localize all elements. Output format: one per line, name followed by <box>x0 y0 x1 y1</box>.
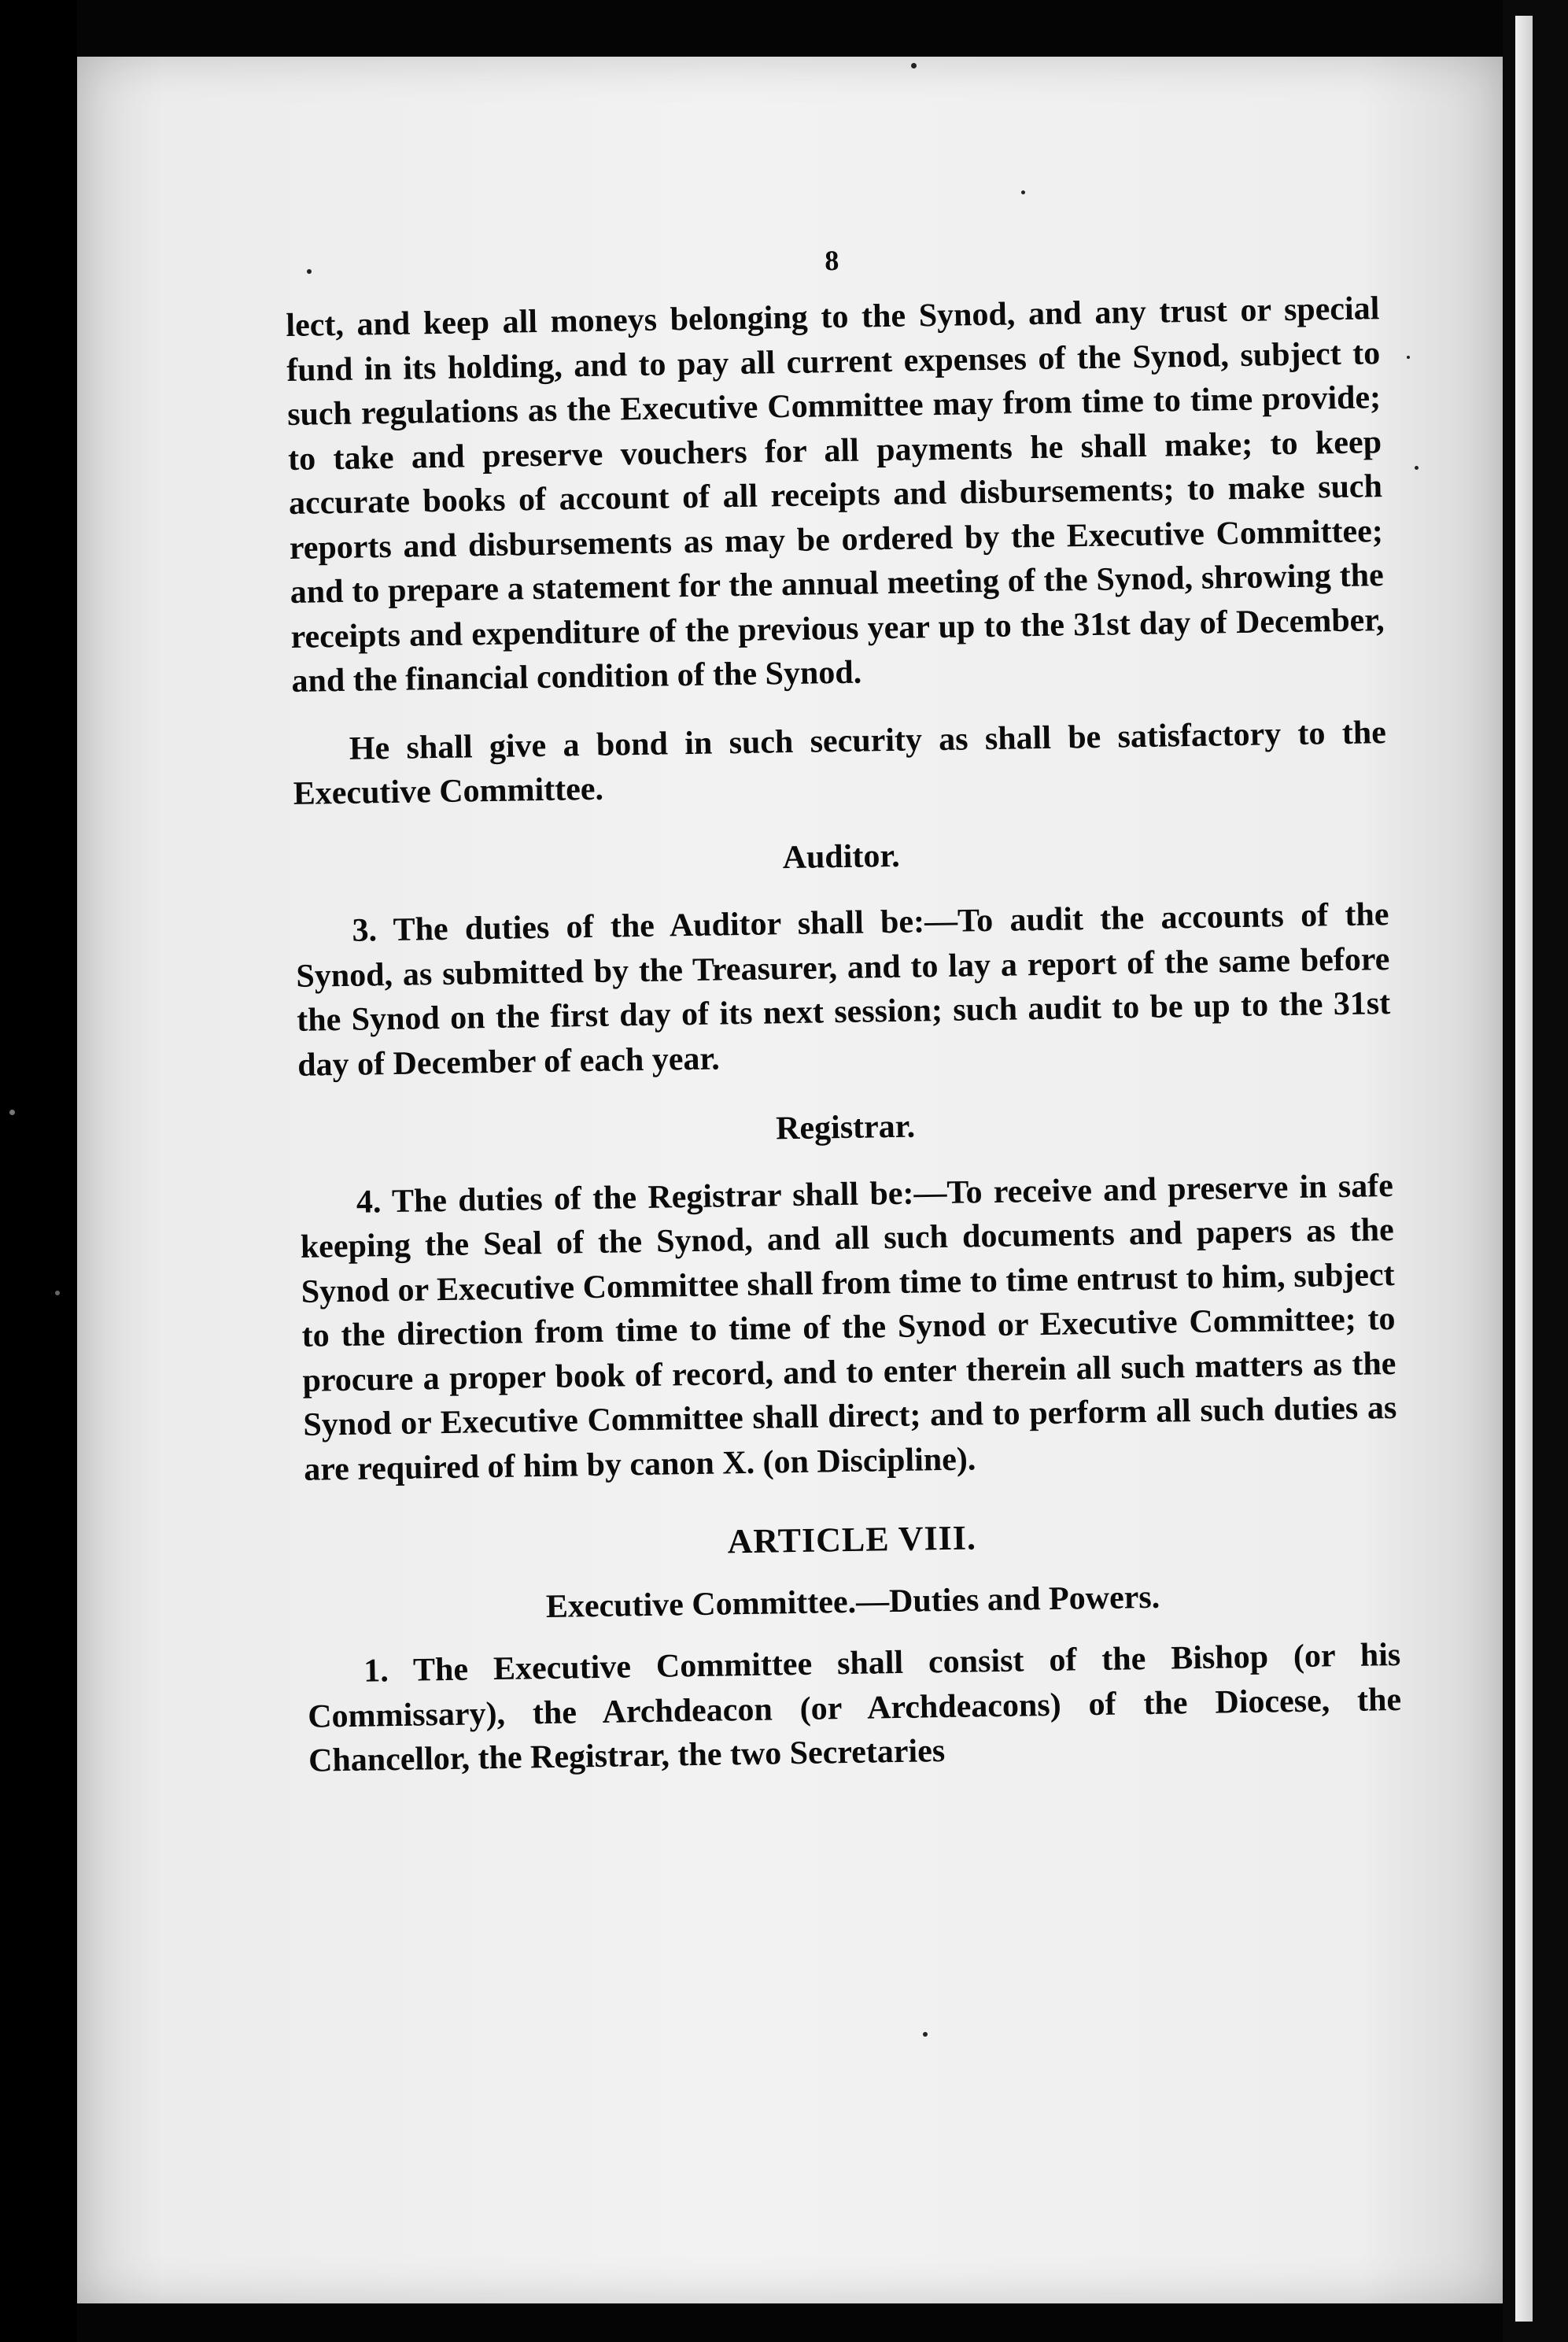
scan-speck <box>1407 356 1410 359</box>
page-text <box>285 235 1402 1783</box>
page-number: 8 <box>824 244 839 277</box>
article-heading: ARTICLE VIII. <box>727 1518 977 1561</box>
scan-speck <box>1021 190 1025 194</box>
registrar-paragraph: 4. The duties of the Registrar shall be:—To receive and preserve in safe keeping the Seal of the Synod, and all such documents and papers as the Synod or Executive Committee shall from time to time entrust to him, subject to the direction from time to time of the Synod or Executive Committee; to procure a proper book of record, and to enter therein all such matters as the Synod or Executive Committee shall direct; and to perform all such duties as are required of him by canon X. (on Discipline). <box>300 1167 1397 1488</box>
scan-speck <box>55 1291 60 1295</box>
article-subheading: Executive Committee.—Duties and Powers. <box>545 1579 1160 1625</box>
auditor-heading: Auditor. <box>782 837 901 876</box>
scan-speck <box>1415 466 1419 470</box>
registrar-heading: Registrar. <box>775 1108 916 1147</box>
right-scan-border <box>1503 0 1568 2342</box>
treasurer-duties-paragraph: lect, and keep all moneys belonging to the Synod, and any trust or special fund in its holding, and to pay all current expenses of the Synod, subject to such regulations as the Executive Committee may from time to time provide; to take and preserve vouchers for all payments he shall make; to keep accurate books of account of all receipts and disbursements; to make such reports and disbursements as may be ordered by the Executive Committee; and to prepare a statement for the annual meeting of the Synod, shrowing the receipts and expenditure of the previous year up to the 31st day of December, and the financial condition of the Synod. <box>286 290 1385 700</box>
left-scan-border <box>0 0 77 2342</box>
executive-committee-paragraph: 1. The Executive Committee shall consist of the Bishop (or his Commissary), the Archdeacon (or Archdeacons) of the Diocese, the Chancellor, the Registrar, the two Secretaries <box>307 1636 1402 1779</box>
auditor-paragraph: 3. The duties of the Auditor shall be:—To audit the accounts of the Synod, as submitted by the Treasurer, and to lay a report of the same before the Synod on the first day of its next session; such audit to be up to the 31st day of December of each year. <box>296 896 1391 1084</box>
scan-speck <box>911 63 917 68</box>
scan-speck <box>923 2032 928 2037</box>
next-page-edge <box>1515 16 1533 2322</box>
scan-speck <box>9 1110 15 1115</box>
bond-paragraph: He shall give a bond in such security as shall be satisfactory to the Executive Committee. <box>293 714 1387 812</box>
